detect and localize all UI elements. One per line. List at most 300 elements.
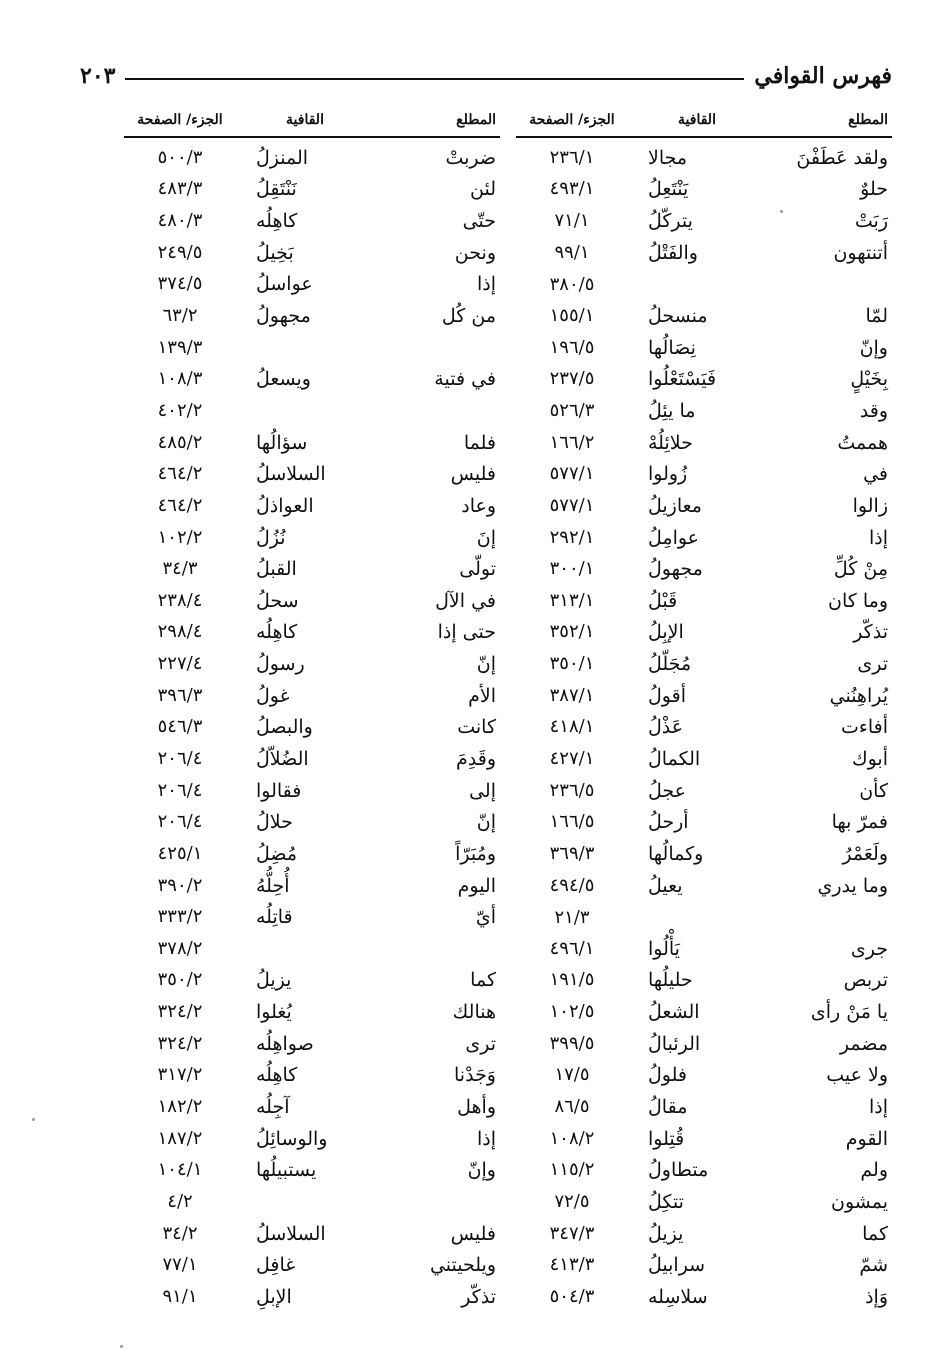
ref-cell: ٣٥٢/١ [549, 621, 595, 643]
matla-cell: مضمر [839, 1032, 888, 1055]
table-row [80, 775, 892, 807]
matla-cell: ضربتْ [445, 146, 496, 169]
qafiya-cell: الكمالُ [648, 747, 701, 770]
matla-cell: إذا [868, 1096, 888, 1119]
ref-cell: ٩٩/١ [554, 241, 590, 263]
matla-cell: كأن [859, 779, 888, 802]
row-group-first [516, 558, 892, 580]
row-group-first [516, 811, 892, 833]
ref-cell: ٤٨٣/٣ [157, 178, 203, 200]
qafiya-cell: والفَتْلُ [648, 241, 698, 264]
ref-cell: ٣٧٤/٥ [157, 273, 203, 295]
matla-cell: ومُبَرّاً [455, 842, 496, 865]
table-row [80, 237, 892, 269]
matla-cell: تربص [843, 969, 888, 992]
column-header-matla: المطلع [848, 112, 888, 128]
table-row [80, 933, 892, 965]
table-row [80, 1123, 892, 1155]
table-row [80, 522, 892, 554]
qafiya-cell: عواسلُ [256, 273, 313, 296]
qafiya-cell: حلالُ [256, 811, 293, 834]
row-group-first [516, 1096, 892, 1118]
row-group-second [124, 1159, 500, 1181]
matla-cell: الأم [468, 684, 496, 707]
ref-cell: ٤/٢ [167, 1191, 193, 1213]
ref-cell: ٢٩٢/١ [549, 526, 595, 548]
matla-cell: إلى [469, 779, 496, 802]
qafiya-cell: يتركّلُ [648, 210, 693, 233]
matla-cell [766, 907, 892, 928]
row-group-second [124, 1191, 500, 1212]
qafiya-cell: الرئبالُ [648, 1032, 701, 1055]
matla-cell: لمّا [865, 305, 888, 328]
ref-cell: ١٣٩/٣ [157, 337, 203, 359]
qafiya-cell: سرابيلُ [648, 1254, 706, 1277]
qafiya-cell: كاهِلُه [256, 210, 298, 233]
qafiya-cell: سلاسِله [648, 1285, 708, 1308]
row-group-first [516, 432, 892, 454]
qafiya-cell: كاهِلُه [256, 1064, 298, 1087]
matla-cell: شمّ [859, 1254, 888, 1277]
qafiya-cell: يزيلُ [256, 969, 292, 992]
table-row [80, 743, 892, 775]
matla-cell: إذا [868, 526, 888, 549]
table-row [80, 838, 892, 870]
matla-cell: فمرّ بها [831, 811, 888, 834]
row-group-first [516, 907, 892, 928]
ref-cell: ٢١/٣ [554, 906, 590, 928]
matla-cell: وما كان [828, 589, 888, 612]
row-group-second [124, 463, 500, 485]
matla-cell: وَجَدْنا [454, 1064, 496, 1087]
ref-cell: ٣١٧/٢ [157, 1064, 203, 1086]
column-group-second [124, 112, 500, 138]
table-row [80, 585, 892, 617]
matla-cell: ولَعَمْرُ [842, 842, 888, 865]
ref-cell: ٦٣/٢ [162, 305, 198, 327]
qafiya-cell [628, 274, 766, 295]
qafiya-cell: يزيلُ [648, 1222, 684, 1245]
matla-cell: يا مَنْ رأى [810, 1001, 888, 1024]
table-row [80, 1155, 892, 1187]
qafiya-cell: مقالُ [648, 1096, 688, 1119]
table-row [80, 617, 892, 649]
table-row [80, 965, 892, 997]
row-group-first [516, 1001, 892, 1023]
row-group-second [124, 495, 500, 517]
ref-cell: ٤٦٤/٢ [157, 494, 203, 516]
row-group-second [124, 875, 500, 897]
row-group-second [124, 1001, 500, 1023]
ref-cell: ٣٤/٣ [162, 558, 198, 580]
matla-cell [766, 274, 892, 295]
ref-cell: ٣٥٠/١ [549, 653, 595, 675]
ref-cell: ٣٤٧/٣ [549, 1222, 595, 1244]
matla-cell: فلما [463, 431, 496, 454]
matla-cell: إنَ [476, 526, 496, 549]
qafiya-cell: منسحلُ [648, 305, 708, 328]
ref-cell: ١٠٢/٢ [157, 526, 203, 548]
ref-cell: ٤٦٤/٢ [157, 463, 203, 485]
row-group-first [516, 1033, 892, 1055]
table-row [80, 332, 892, 364]
row-group-first [516, 1191, 892, 1213]
qafiya-cell: سؤالُها [256, 431, 308, 454]
table-row [80, 490, 892, 522]
qafiya-cell: مُضِلُ [256, 842, 298, 865]
matla-cell: إنّ [476, 653, 496, 676]
qafiya-cell: الضُلاّلُ [256, 747, 309, 770]
ref-cell: ٥٧٧/١ [549, 463, 595, 485]
qafiya-cell: والبصلُ [256, 716, 313, 739]
row-group-second [124, 748, 500, 770]
table-row [80, 553, 892, 585]
matla-cell: يُراهِنُني [829, 684, 888, 707]
column-headers [80, 112, 892, 138]
matla-cell: كما [470, 969, 496, 992]
qafiya-cell: وكمالُها [648, 842, 704, 865]
ref-cell: ٣٨٧/١ [549, 684, 595, 706]
qafiya-cell: يَنْتَعِلُ [648, 178, 689, 201]
matla-cell: إذا [476, 273, 496, 296]
ref-cell: ١٠٨/٢ [549, 1127, 595, 1149]
row-group-first [516, 1128, 892, 1150]
row-group-first [516, 1064, 892, 1086]
row-group-first [516, 305, 892, 327]
qafiya-cell: مجالا [648, 146, 688, 169]
row-group-second [124, 811, 500, 833]
row-group-second [124, 337, 500, 358]
index-table [80, 142, 892, 1313]
ref-cell: ٢٠٦/٤ [157, 747, 203, 769]
table-row [80, 1091, 892, 1123]
ref-cell: ١٠٤/١ [157, 1159, 203, 1181]
table-row [80, 901, 892, 933]
ref-cell: ٩١/١ [162, 1285, 198, 1307]
matla-cell: إذا [476, 1127, 496, 1150]
ref-cell: ٧٢/٥ [554, 1190, 590, 1212]
matla-cell: حلوٌ [860, 178, 888, 201]
matla-cell: ترى [857, 653, 888, 676]
table-row [80, 174, 892, 206]
matla-cell [374, 1191, 500, 1212]
table-row [80, 1060, 892, 1092]
row-group-second [124, 527, 500, 549]
matla-cell: ونحن [454, 241, 496, 264]
qafiya-cell [628, 907, 766, 928]
row-group-second [124, 843, 500, 865]
matla-cell: في [863, 463, 888, 486]
ref-cell: ٥٤٦/٣ [157, 716, 203, 738]
matla-cell: لئن [470, 178, 496, 201]
matla-cell: ولا عيب [826, 1064, 888, 1087]
matla-cell: بِخَيْلٍ [850, 368, 888, 391]
row-group-first [516, 1254, 892, 1276]
row-group-second [124, 1223, 500, 1245]
ref-cell: ٣٩٩/٥ [549, 1032, 595, 1054]
qafiya-cell: نُزُلُ [256, 526, 286, 549]
table-row [80, 648, 892, 680]
qafiya-cell: أُحِلُّهُ [256, 874, 290, 897]
matla-cell: وقد [859, 399, 888, 422]
ref-cell: ٤٩٦/١ [549, 937, 595, 959]
matla-cell: أبوك [851, 747, 888, 770]
ref-cell: ٣١٣/١ [549, 589, 595, 611]
qafiya-cell: فَيَسْتَعْلُوا [648, 368, 717, 391]
ref-cell: ١٥٥/١ [549, 305, 595, 327]
qafiya-cell [236, 337, 374, 358]
row-group-first [516, 653, 892, 675]
qafiya-cell: السلاسلُ [256, 463, 326, 486]
matla-cell: وأهل [457, 1096, 496, 1119]
ref-cell: ٢٢٧/٤ [157, 653, 203, 675]
ref-cell: ٣٩٦/٣ [157, 684, 203, 706]
row-group-second [124, 590, 500, 612]
qafiya-cell: حليلُها [648, 969, 693, 992]
matla-cell: هنالك [452, 1001, 496, 1024]
matla-cell: اليوم [457, 874, 496, 897]
row-group-first [516, 590, 892, 612]
table-row [80, 269, 892, 301]
table-row [80, 458, 892, 490]
qafiya-cell: فقالوا [256, 779, 302, 802]
qafiya-cell: مجهولُ [648, 558, 703, 581]
row-group-second [124, 210, 500, 232]
qafiya-cell: قاتِلُه [256, 906, 293, 929]
row-group-second [124, 653, 500, 675]
row-group-second [124, 147, 500, 169]
matla-cell: يمشون [831, 1190, 888, 1213]
qafiya-cell: مجهولُ [256, 305, 311, 328]
ref-cell: ١٦٦/٥ [549, 811, 595, 833]
qafiya-cell: غافِل [256, 1254, 296, 1277]
ref-cell: ١٧/٥ [554, 1064, 590, 1086]
table-row [80, 870, 892, 902]
table-row [80, 205, 892, 237]
ref-cell: ٧٧/١ [162, 1254, 198, 1276]
column-header-qafiya: القافية [678, 112, 716, 128]
row-group-first [516, 748, 892, 770]
column-header-qafiya: القافية [286, 112, 324, 128]
row-group-second [124, 1286, 500, 1308]
matla-cell: ولم [860, 1159, 888, 1182]
row-group-first [516, 242, 892, 264]
ref-cell: ٤٩٤/٥ [549, 874, 595, 896]
qafiya-cell: زُولوا [648, 463, 688, 486]
ref-cell: ٥٠٠/٣ [157, 146, 203, 168]
matla-cell: كما [862, 1222, 888, 1245]
ref-cell: ١٨٢/٢ [157, 1096, 203, 1118]
row-group-second [124, 685, 500, 707]
qafiya-cell: السلاسلُ [256, 1222, 326, 1245]
row-group-second [124, 242, 500, 264]
table-row [80, 142, 892, 174]
table-row [80, 680, 892, 712]
row-group-second [124, 432, 500, 454]
ref-cell: ١٩١/٥ [549, 969, 595, 991]
row-group-first [516, 495, 892, 517]
matla-cell: رَبَتْ [854, 210, 888, 233]
ref-cell: ٥٠٤/٣ [549, 1285, 595, 1307]
row-group-second [124, 969, 500, 991]
matla-cell: إنّ [476, 811, 496, 834]
qafiya-cell: يَأْلُوا [648, 937, 680, 960]
ref-cell: ٣٦٩/٣ [549, 842, 595, 864]
row-group-first [516, 843, 892, 865]
table-row [80, 1281, 892, 1313]
matla-cell: وما يدري [817, 874, 888, 897]
matla-cell: تذكّر [461, 1285, 496, 1308]
matla-cell [374, 938, 500, 959]
row-group-first [516, 463, 892, 485]
ref-cell: ٣٧٨/٢ [157, 938, 203, 960]
page-number: ٢٠٣ [80, 63, 116, 89]
ref-cell: ٢٣٦/١ [549, 146, 595, 168]
scan-speck [780, 210, 783, 213]
ref-cell: ٤٨٥/٢ [157, 431, 203, 453]
ref-cell: ٤٩٣/١ [549, 178, 595, 200]
column-header-matla: المطلع [456, 112, 496, 128]
ref-cell: ١٦٦/٢ [549, 431, 595, 453]
matla-cell: ترى [465, 1032, 496, 1055]
row-group-first [516, 400, 892, 422]
matla-cell: في فتية [434, 368, 496, 391]
table-row [80, 1028, 892, 1060]
ref-cell: ٤٨٠/٣ [157, 210, 203, 232]
qafiya-cell: ويسعلُ [256, 368, 311, 391]
matla-cell: جرى [850, 937, 888, 960]
column-header-ref: الجزء/ الصفحة [529, 112, 615, 128]
ref-cell: ١٠٢/٥ [549, 1001, 595, 1023]
qafiya-cell: يعيلُ [648, 874, 683, 897]
ref-cell: ٣٤/٢ [162, 1222, 198, 1244]
matla-cell: فليس [450, 463, 496, 486]
matla-cell: في الآل [435, 589, 496, 612]
qafiya-cell: غولُ [256, 684, 290, 707]
ref-cell: ٤٢٧/١ [549, 747, 595, 769]
matla-cell: أفاءت [841, 716, 888, 739]
page-title: فهرس القوافي [754, 63, 892, 89]
scan-speck [32, 1118, 35, 1121]
matla-cell: وإنّ [859, 336, 888, 359]
ref-cell: ٥٧٧/١ [549, 494, 595, 516]
matla-cell: وَإذ [865, 1285, 888, 1308]
row-group-first [516, 178, 892, 200]
qafiya-cell: كاهِلُه [256, 621, 298, 644]
table-row [80, 712, 892, 744]
ref-cell: ١٨٧/٢ [157, 1127, 203, 1149]
qafiya-cell: يستبيلُها [256, 1159, 317, 1182]
scan-speck [120, 1345, 123, 1348]
row-group-second [124, 1033, 500, 1055]
table-row [80, 1249, 892, 1281]
row-group-second [124, 558, 500, 580]
ref-cell: ٧١/١ [554, 210, 590, 232]
matla-cell: فليس [450, 1222, 496, 1245]
qafiya-cell: عَذْلُ [648, 716, 684, 739]
ref-cell: ٣٢٤/٢ [157, 1032, 203, 1054]
qafiya-cell: عوامِلُ [648, 526, 699, 549]
qafiya-cell [236, 938, 374, 959]
ref-cell: ٣٢٤/٢ [157, 1001, 203, 1023]
ref-cell: ٢٣٧/٥ [549, 368, 595, 390]
row-group-first [516, 1223, 892, 1245]
matla-cell: وعاد [461, 494, 496, 517]
header-rule [125, 78, 744, 80]
matla-cell: أيّ [475, 906, 496, 929]
qafiya-cell: آجِلُه [256, 1096, 290, 1119]
row-group-second [124, 273, 500, 295]
row-group-first [516, 875, 892, 897]
qafiya-cell: صواهِلُه [256, 1032, 314, 1055]
qafiya-cell: الإبِلُ [648, 621, 684, 644]
row-group-second [124, 780, 500, 802]
ref-cell: ٢٩٨/٤ [157, 621, 203, 643]
ref-cell: ٢٣٨/٤ [157, 589, 203, 611]
ref-cell: ٨٦/٥ [554, 1096, 590, 1118]
row-group-first [516, 1286, 892, 1308]
ref-cell: ٤١٨/١ [549, 716, 595, 738]
qafiya-cell: القبلُ [256, 558, 297, 581]
ref-cell: ٢٠٦/٤ [157, 811, 203, 833]
row-group-second [124, 1096, 500, 1118]
row-group-first [516, 780, 892, 802]
row-group-second [124, 1254, 500, 1276]
qafiya-cell: نِصَالُها [648, 336, 696, 359]
row-group-second [124, 1128, 500, 1150]
row-group-second [124, 906, 500, 928]
row-group-first [516, 969, 892, 991]
qafiya-cell: معازيلُ [648, 494, 702, 517]
matla-cell: تولّى [459, 558, 496, 581]
ref-cell: ٣٩٠/٢ [157, 874, 203, 896]
page-header [80, 58, 892, 94]
row-group-second [124, 938, 500, 959]
ref-cell: ١٠٨/٣ [157, 368, 203, 390]
matla-cell: كانت [457, 716, 496, 739]
table-row [80, 996, 892, 1028]
ref-cell: ٣٨٠/٥ [549, 273, 595, 295]
ref-cell: ٤٠٢/٢ [157, 400, 203, 422]
qafiya-cell: تتكِلُ [648, 1190, 684, 1213]
qafiya-cell: نَنْتَقِلُ [256, 178, 297, 201]
row-group-first [516, 147, 892, 169]
column-header-ref: الجزء/ الصفحة [137, 112, 223, 128]
table-row [80, 427, 892, 459]
row-group-second [124, 716, 500, 738]
table-row [80, 806, 892, 838]
qafiya-cell [236, 1191, 374, 1212]
qafiya-cell: بَخِيلُ [256, 241, 294, 264]
ref-cell: ٣٠٠/١ [549, 558, 595, 580]
matla-cell: وإنّ [467, 1159, 496, 1182]
matla-cell: وقَدِمَ [456, 747, 496, 770]
qafiya-cell: متطاولُ [648, 1159, 709, 1182]
qafiya-cell: يُغلوا [256, 1001, 292, 1024]
ref-cell: ٣٣٣/٢ [157, 906, 203, 928]
ref-cell: ٢٤٩/٥ [157, 241, 203, 263]
qafiya-cell: الشعلُ [648, 1001, 700, 1024]
ref-cell: ٤٢٥/١ [157, 842, 203, 864]
qafiya-cell: عجلُ [648, 779, 686, 802]
table-row [80, 1218, 892, 1250]
row-group-first [516, 210, 892, 232]
ref-cell: ٤١٣/٣ [549, 1254, 595, 1276]
matla-cell: زالوا [852, 494, 888, 517]
table-row [80, 395, 892, 427]
qafiya-cell: الإبلِ [256, 1285, 292, 1308]
row-group-first [516, 274, 892, 295]
